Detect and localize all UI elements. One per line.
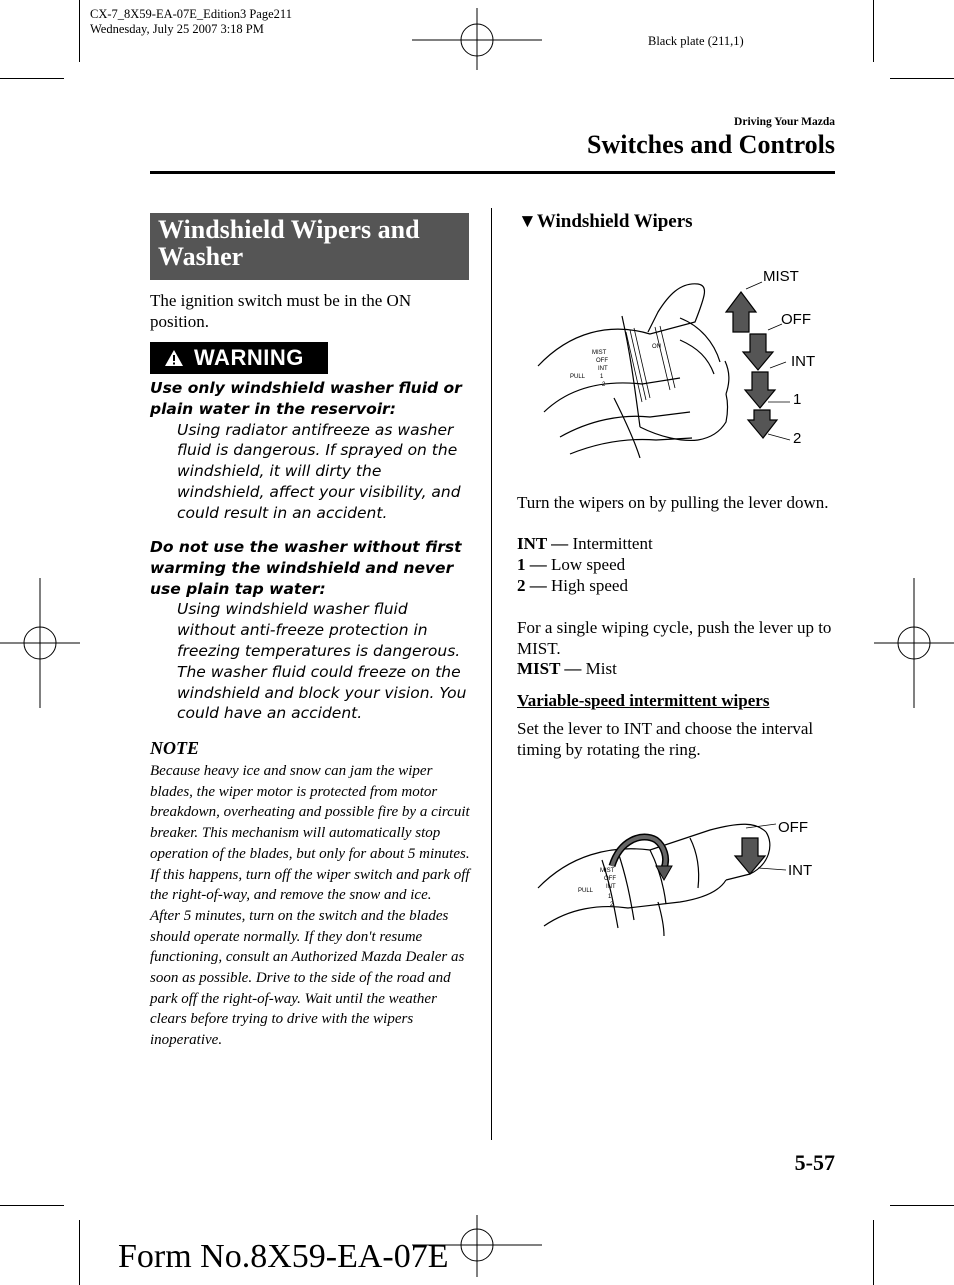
- warning-heading: Use only windshield washer fluid or plain water in the reservoir:: [150, 379, 462, 418]
- variable-speed-instruction: Set the lever to INT and choose the interval timing by rotating the ring.: [517, 719, 814, 759]
- lever-mark-mist: MIST: [592, 350, 607, 356]
- crop-mark: [873, 0, 874, 62]
- warning-body: Using windshield washer fluid without anti-freeze protection in freezing temperatures is dangerous. The washer fluid could freeze on the windshield and block your vision. You could have an accident.: [177, 600, 467, 723]
- figure-label-off: OFF: [781, 311, 811, 328]
- lever-mark-pull: PULL: [570, 374, 586, 380]
- mode-row: [517, 658, 832, 679]
- warning-heading: Do not use the washer without first warming the windshield and never use plain tap water:: [150, 538, 462, 598]
- section-name: Driving Your Mazda: [734, 116, 835, 128]
- crop-mark: [0, 78, 64, 79]
- plate-info: Black plate (211,1): [648, 34, 744, 48]
- lever-mark-1: 1: [608, 894, 612, 900]
- intermittent-ring-figure: [530, 810, 820, 940]
- mist-mode: [517, 658, 832, 679]
- note-text: [150, 761, 472, 1051]
- mode-row: [517, 554, 832, 575]
- print-info-date: Wednesday, July 25 2007 3:18 PM: [90, 22, 264, 36]
- mode-row: [517, 533, 832, 554]
- wiper-lever-figure: [530, 262, 820, 467]
- figure-label-2: 2: [793, 430, 802, 447]
- intro-text: The ignition switch must be in the ON position.: [150, 291, 412, 331]
- wiper-modes: [517, 533, 832, 596]
- crop-mark: [890, 1205, 954, 1206]
- mode-value: Mist: [585, 659, 617, 678]
- mode-key: INT —: [517, 534, 569, 553]
- crop-mark: [79, 1220, 80, 1285]
- page-number: 5-57: [794, 1150, 835, 1175]
- registration-mark-right: [874, 578, 954, 708]
- mode-key: MIST —: [517, 659, 582, 678]
- lever-mark-off: OFF: [596, 358, 608, 364]
- lever-mark-on: ON: [652, 344, 661, 350]
- lever-mark-2: 2: [602, 382, 606, 388]
- mode-row: [517, 575, 832, 596]
- warning-icon: [164, 349, 184, 367]
- crop-mark: [0, 1205, 64, 1206]
- mode-value: Low speed: [551, 555, 626, 574]
- warning-block-1: [150, 378, 470, 524]
- triangle-marker-icon: ▼: [518, 211, 537, 232]
- warning-body: Using radiator antifreeze as washer fluid is dangerous. If sprayed on the windshield, it will dirty the windshield, affect your visibility, and could result in an accident.: [177, 420, 461, 522]
- print-info-file: CX-7_8X59-EA-07E_Edition3 Page211: [90, 7, 292, 21]
- variable-speed-heading: Variable-speed intermittent wipers: [517, 691, 770, 710]
- mist-instruction: For a single wiping cycle, push the lever up to MIST.: [517, 618, 832, 658]
- subsection-heading: [518, 211, 693, 233]
- registration-mark-left: [0, 578, 80, 708]
- header-rule: [150, 171, 835, 174]
- note-paragraph: After 5 minutes, turn on the switch and the blades should operate normally. If they don't resume functioning, consult an Authorized Mazda Dealer as soon as possible. Drive to the side of the road and park off the right-of-way. Wait until the weather clears before trying to drive with the wipers inoperative.: [150, 907, 465, 1049]
- mode-key: 2 —: [517, 576, 547, 595]
- warning-block-2: [150, 537, 470, 724]
- lever-mark-off: OFF: [604, 876, 616, 882]
- figure-label-1: 1: [793, 391, 802, 408]
- mode-key: 1 —: [517, 555, 547, 574]
- topic-title: Windshield Wipers and Washer: [150, 213, 469, 280]
- warning-badge: [150, 342, 328, 374]
- print-info: [90, 7, 292, 37]
- warning-label: WARNING: [194, 345, 304, 370]
- lever-mark-1: 1: [600, 374, 604, 380]
- page-title: Switches and Controls: [586, 130, 835, 159]
- figure-label-int: INT: [791, 353, 816, 370]
- note-paragraph: If this happens, turn off the wiper switch and park off the right-of-way, and remove the snow and ice.: [150, 866, 470, 904]
- figure-label-mist: MIST: [763, 268, 799, 285]
- lever-mark-int: INT: [606, 884, 616, 890]
- lever-mark-2: 2: [610, 902, 614, 908]
- lever-mark-int: INT: [598, 366, 608, 372]
- mode-value: High speed: [551, 576, 628, 595]
- mode-value: Intermittent: [572, 534, 653, 553]
- figure-label-off: OFF: [778, 819, 808, 836]
- note-paragraph: Because heavy ice and snow can jam the wiper blades, the wiper motor is protected from motor breakdown, overheating and possible fire by a circuit breaker. This mechanism will automatically stop operation of the blades, but only for about 5 minutes.: [150, 763, 470, 862]
- crop-mark: [873, 1220, 874, 1285]
- figure-label-int: INT: [788, 862, 813, 879]
- note-title: NOTE: [150, 738, 199, 758]
- crop-mark: [79, 0, 80, 62]
- form-number: Form No.8X59-EA-07E: [118, 1238, 449, 1275]
- crop-mark: [890, 78, 954, 79]
- column-divider: [491, 208, 492, 1140]
- lever-mark-mist: MIST: [600, 868, 615, 874]
- wiper-instruction: Turn the wipers on by pulling the lever down.: [517, 493, 829, 512]
- subsection-title: Windshield Wipers: [536, 211, 693, 232]
- lever-mark-pull: PULL: [578, 888, 594, 894]
- registration-mark-top: [412, 8, 542, 70]
